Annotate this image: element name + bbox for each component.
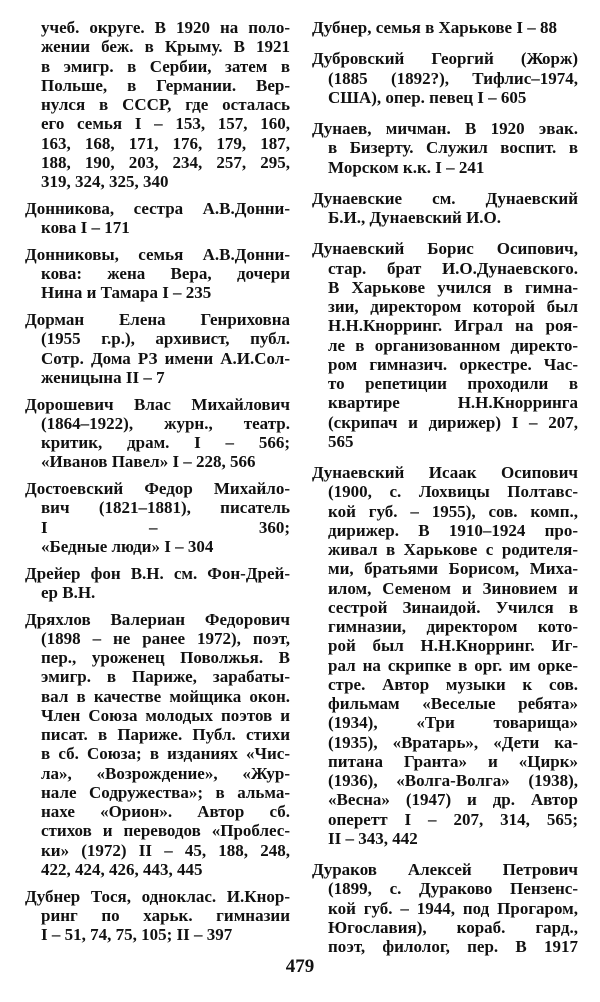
index-entry-line: (1899, с. Дураково Пензенс- [328,879,578,899]
index-entry [312,49,578,107]
index-entry-line: II – 343, 442 [328,828,418,848]
index-entry-line: 565 [328,431,354,451]
index-entry-line: 422, 424, 426, 443, 445 [41,859,203,879]
index-entry-line: ми, братьями Борисом, Миха- [328,559,578,579]
index-entry [25,395,290,472]
index-entry-line: ла», «Возрождение», «Жур- [41,763,290,783]
index-entry-line: питана Гранта» и «Цирк» [328,751,578,771]
index-entry-line: кой губ. – 1955), сов. комп., [328,501,578,521]
index-entry-line: (1935), «Вратарь», «Дети ка- [328,732,578,752]
index-entry-line: поэт, филолог, пер. В 1917 [328,937,578,956]
index-entry-line: Дубнер Тося, одноклас. И.Кнор- [25,886,290,906]
page-number: 479 [285,956,315,977]
index-entry-line: Дряхлов Валериан Федорович [25,609,290,629]
index-entry-line: писат. в Париже. Публ. стихи [41,725,290,744]
index-entry-line: Дорошевич Влас Михайлович [25,394,290,414]
index-entry-line: в Бизерту. Служил воспит. в [328,138,578,158]
index-entry-line: стихов и переводов «Проблес- [41,821,290,841]
index-entry-line: 163, 168, 171, 176, 179, 187, [41,133,290,153]
index-entry-line: 319, 324, 325, 340 [41,172,169,191]
index-entry-line: нахе «Орион». Автор сб. [41,802,290,821]
index-entry-line: Донниковы, семья А.В.Донни- [25,244,290,264]
index-entry [25,310,290,387]
index-entry-line: в сб. Союза; в изданиях «Чис- [41,744,290,764]
index-entry-line: жении беж. в Крыму. В 1921 [41,37,290,57]
index-entry-line: Дубровский Георгий (Жорж) [312,49,578,69]
index-entry-line: пер., уроженец Поволжья. В [41,648,290,667]
index-entry-line: илом, Семеном и Зиновием и [328,578,578,598]
index-entry-line: стре. Автор музыки к сов. [328,674,578,694]
index-entry-line: (скрипач и дирижер) I – 207, [328,412,578,432]
index-entry-line: Дунаевский Борис Осипович, [312,239,578,259]
index-entry-line: Югославия), кораб. гард., [328,917,578,937]
index-entry [312,463,578,848]
index-entry-line: его семья I – 153, 157, 160, [41,114,290,134]
index-entry-line: критик, драм. I – 566; [41,433,290,452]
index-entry [312,18,578,37]
index-entry-line: Член Союза молодых поэтов и [41,705,290,725]
index-entry-line: (1900, с. Лохвицы Полтавс- [328,482,578,502]
index-entry [312,860,578,956]
index-entry-line: «Бедные люди» I – 304 [41,536,214,556]
index-entry-line: оперетт I – 207, 314, 565; [328,809,578,829]
index-entry-line: сестрой Зинаидой. Учился в [328,597,578,617]
index-entry-line: Дрейер фон В.Н. см. Фон-Дрей- [25,563,290,583]
index-entry-line: квартире Н.Н.Кнорринга [328,393,578,413]
index-entry-line: стар. брат И.О.Дунаевского. [328,258,578,278]
index-entry-line: нулся в СССР, где осталась [41,95,290,114]
index-entry-line: фильмам «Веселые ребята» [328,694,578,713]
index-entry [25,199,290,238]
index-entry-line: Польше, в Германии. Вер- [41,75,290,95]
index-entry-line: вич (1821–1881), писатель [41,498,290,518]
index-entry-line: ром гимназич. оркестре. Час- [328,354,578,374]
index-entry-line: Дунаевский Исаак Осипович [312,463,578,482]
index-entry-line: США), опер. певец I – 605 [328,87,527,107]
index-entry-line: Донникова, сестра А.В.Донни- [25,198,290,218]
index-entry-line: (1936), «Волга-Волга» (1938), [328,771,578,790]
index-entry-line: Нина и Тамара I – 235 [41,283,212,303]
index-entry-line: Дунаевские см. Дунаевский [312,188,578,208]
index-entry-line: I – 51, 74, 75, 105; II – 397 [41,925,233,944]
index-column-left [25,18,290,952]
index-entry-line: Достоевский Федор Михайло- [25,479,290,498]
index-entry [25,245,290,303]
index-entry [312,119,578,177]
index-entry-line: то репетиции проходили в [328,374,578,393]
index-entry-line: Сотр. Дома РЗ имени А.И.Сол- [41,348,290,368]
index-entry-line: Б.И., Дунаевский И.О. [328,208,502,227]
index-entry-line: гимназии, директором кото- [328,617,578,636]
index-entry-line: кова: жена Вера, дочери [41,264,290,283]
index-entry-line: ринг по харьк. гимназии [41,905,290,925]
index-entry-line: I – 360; [41,517,290,537]
index-entry-line: (1898 – не ранее 1972), поэт, [41,628,290,648]
index-entry-line: нале Содружества»; в альма- [41,782,290,802]
index-entry-line: кой губ. – 1944, под Прогаром, [328,898,578,918]
index-entry-line: ер В.Н. [41,582,96,602]
index-entry-line: в эмигр. в Сербии, затем в [41,56,290,76]
index-entry-line: (1934), «Три товарища» [328,713,578,733]
index-entry-line: «Иванов Павел» I – 228, 566 [41,452,256,472]
index-entry-line: Дунаев, мичман. В 1920 эвак. [312,119,578,138]
index-column-right [312,18,578,968]
index-entry [25,610,290,880]
index-entry [312,239,578,451]
index-entry-line: Дорман Елена Генриховна [25,310,290,329]
index-entry-line: (1885 (1892?), Тифлис–1974, [328,68,578,88]
index-entry-line: Дураков Алексей Петрович [312,860,578,879]
index-entry-line: Морском к.к. I – 241 [328,157,485,177]
index-entry-line: В Харькове учился в гимна- [328,277,578,297]
index-entry [25,18,290,191]
index-entry-line: женицына II – 7 [41,367,165,387]
index-entry-line: вал в качестве мойщика окон. [41,686,290,706]
index-entry-line: зии, директором которой был [328,297,578,316]
index-entry-line: рой был Н.Н.Кнорринг. Иг- [328,636,578,656]
index-entry-line: ки» (1972) II – 45, 188, 248, [41,840,290,860]
index-entry [25,564,290,603]
index-entry [25,479,290,556]
index-entry-line: (1864–1922), журн., театр. [41,413,290,433]
index-entry-line: Н.Н.Кнорринг. Играл на роя- [328,316,578,336]
index-entry-line: Дубнер, семья в Харькове I – 88 [312,18,557,37]
index-entry-line: «Весна» (1947) и др. Автор [328,790,578,810]
index-entry-line: учеб. округе. В 1920 на поло- [41,18,290,37]
index-entry [312,189,578,228]
index-entry-line: ле в организованном директо- [328,335,578,355]
index-entry-line: эмигр. в Париже, зарабаты- [41,667,290,687]
index-entry-line: живал в Харькове с родителя- [328,540,578,559]
index-entry-line: 188, 190, 203, 234, 257, 295, [41,152,290,172]
index-entry-line: дирижер. В 1910–1924 про- [328,520,578,540]
index-entry-line: кова I – 171 [41,218,130,237]
index-entry-line: рал на скрипке в орг. им орке- [328,655,578,675]
index-entry [25,887,290,945]
index-entry-line: (1955 г.р.), архивист, публ. [41,329,290,349]
